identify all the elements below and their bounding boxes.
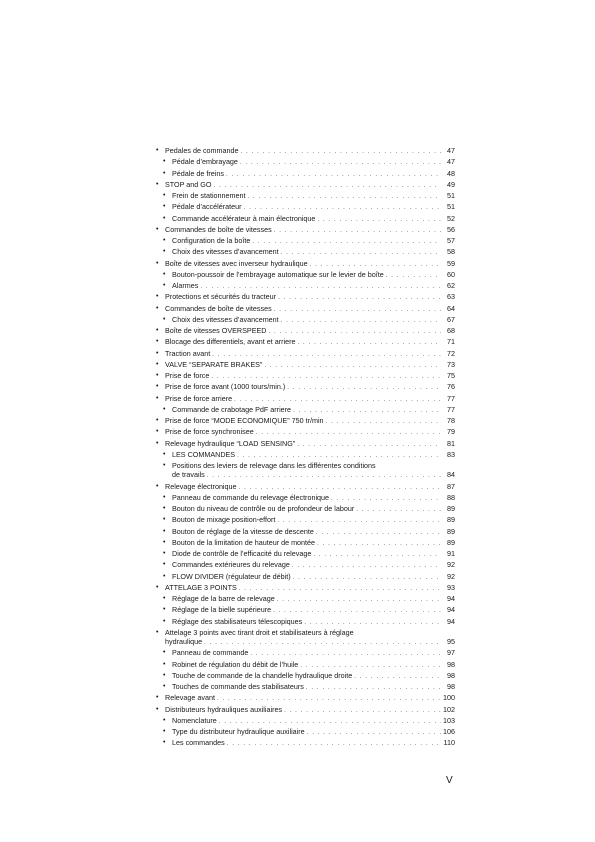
dot-leader xyxy=(204,639,441,648)
toc-entry[interactable] xyxy=(155,371,455,382)
bullet-icon: • xyxy=(163,192,166,199)
toc-entry-title: Choix des vitesses d’avancement xyxy=(172,314,279,324)
dot-leader xyxy=(386,272,441,281)
bullet-icon: • xyxy=(163,516,166,524)
dot-leader xyxy=(297,441,441,450)
bullet-icon: • xyxy=(156,327,159,334)
dot-leader xyxy=(207,472,441,481)
toc-entry-title: Relevage électronique xyxy=(165,481,237,491)
dot-leader xyxy=(298,339,441,348)
toc-entry-page: 88 xyxy=(447,492,455,502)
toc-entry[interactable] xyxy=(155,693,455,704)
toc-entry-page: 87 xyxy=(447,481,455,491)
toc-entry[interactable] xyxy=(155,337,455,348)
dot-leader xyxy=(213,182,441,191)
bullet-icon: • xyxy=(156,628,159,636)
toc-entry[interactable] xyxy=(155,157,455,168)
toc-entry[interactable] xyxy=(155,705,455,716)
toc-entry[interactable] xyxy=(155,202,455,213)
toc-entry[interactable] xyxy=(155,439,455,450)
dot-leader xyxy=(310,261,441,270)
toc-entry[interactable] xyxy=(155,405,455,416)
dot-leader xyxy=(356,506,441,515)
toc-entry-page: 92 xyxy=(447,560,455,570)
toc-entry[interactable] xyxy=(155,660,455,671)
toc-entry-title: Pédale de freins xyxy=(172,168,224,178)
dot-leader xyxy=(316,529,441,538)
toc-entry-title: Diode de contrôle de l’efficacité du relevage xyxy=(172,549,312,558)
toc-entry[interactable] xyxy=(155,315,455,326)
bullet-icon: • xyxy=(156,225,159,233)
bullet-icon: • xyxy=(156,694,159,702)
toc-entry-title: Panneau de commande du relevage électronique xyxy=(172,492,330,502)
dot-leader xyxy=(274,306,441,315)
toc-entry-page: 106 xyxy=(443,727,455,736)
dot-leader xyxy=(264,362,441,371)
toc-entry-title: ATTELAGE 3 POINTS xyxy=(165,582,237,592)
toc-entry[interactable] xyxy=(155,549,455,560)
toc-entry-title: Robinet de régulation du débit de l’huile xyxy=(172,659,299,669)
dot-leader xyxy=(304,619,441,628)
toc-entry-page: 51 xyxy=(447,191,455,200)
dot-leader xyxy=(240,159,441,168)
bullet-icon: • xyxy=(163,728,166,735)
dot-leader xyxy=(281,249,441,258)
toc-entry[interactable] xyxy=(155,382,455,393)
toc-entry-page: 92 xyxy=(447,571,455,581)
toc-entry-title: Touches de commande des stabilisateurs xyxy=(172,682,304,691)
dot-leader xyxy=(241,148,441,157)
toc-entry[interactable] xyxy=(155,515,455,526)
dot-leader xyxy=(317,540,441,549)
dot-leader xyxy=(217,695,441,704)
bullet-icon: • xyxy=(163,739,166,747)
bullet-icon: • xyxy=(163,538,166,546)
dot-leader xyxy=(252,238,441,247)
toc-entry[interactable] xyxy=(155,504,455,515)
bullet-icon: • xyxy=(163,716,166,724)
dot-leader xyxy=(277,517,441,526)
toc-entry-page: 60 xyxy=(447,269,455,279)
toc-entry[interactable] xyxy=(155,281,455,292)
dot-leader xyxy=(248,193,441,202)
toc-entry[interactable] xyxy=(155,236,455,247)
toc-entry[interactable] xyxy=(155,493,455,504)
dot-leader xyxy=(268,328,441,337)
page-number: V xyxy=(446,775,453,786)
toc-entry[interactable] xyxy=(155,482,455,493)
bullet-icon: • xyxy=(156,259,159,267)
toc-entry[interactable] xyxy=(155,225,455,236)
toc-entry-title: Bouton du niveau de contrôle ou de profondeur de labour xyxy=(172,504,355,513)
toc-entry-page: 52 xyxy=(447,213,455,223)
bullet-icon: • xyxy=(156,482,159,490)
toc-entry-title: LES COMMANDES xyxy=(172,449,236,459)
bullet-icon: • xyxy=(163,595,166,602)
toc-entry-page: 71 xyxy=(447,337,455,347)
toc-entry-title: Panneau de commande xyxy=(172,648,249,658)
bullet-icon: • xyxy=(163,282,166,289)
toc-entry-title: Pedales de commande xyxy=(165,146,239,155)
bullet-icon: • xyxy=(163,649,166,657)
dot-leader xyxy=(244,204,441,213)
toc-entry-title: Bouton-poussoir de l’embrayage automatique sur le levier de boîte xyxy=(172,269,384,279)
dot-leader xyxy=(211,373,441,382)
toc-entry-title: Attelage 3 points avec tirant droit et stabilisateurs à réglage xyxy=(165,627,354,637)
bullet-icon: • xyxy=(163,683,166,690)
toc-entry[interactable] xyxy=(155,617,455,628)
bullet-icon: • xyxy=(163,617,166,625)
toc-entry[interactable] xyxy=(155,427,455,438)
bullet-icon: • xyxy=(163,527,166,535)
toc-entry-page: 77 xyxy=(447,393,455,403)
toc-entry-page: 68 xyxy=(447,326,455,335)
dot-leader xyxy=(256,429,441,438)
toc-entry-title: Prise de force avant (1000 tours/min.) xyxy=(165,382,286,392)
bullet-icon: • xyxy=(163,606,166,614)
toc-entry-title: Bouton de réglage de la vitesse de descente xyxy=(172,526,314,536)
toc-entry-title: Alarmes xyxy=(172,281,199,290)
toc-entry-title-continued: hydraulique xyxy=(165,637,203,646)
toc-entry-title: Protections et sécurités du tracteur xyxy=(165,292,277,302)
dot-leader xyxy=(250,650,441,659)
toc-entry-title: Prise de force “MODE ECONOMIQUE” 750 tr/min xyxy=(165,416,324,425)
bullet-icon: • xyxy=(163,169,166,177)
toc-entry-page: 89 xyxy=(447,504,455,513)
toc-entry[interactable] xyxy=(155,738,455,749)
bullet-icon: • xyxy=(163,214,166,222)
toc-entry-page: 91 xyxy=(447,549,455,558)
toc-entry-title: Configuration de la boîte xyxy=(172,236,251,245)
toc-entry[interactable] xyxy=(155,259,455,270)
toc-entry-title: Blocage des differentiels, avant et arriere xyxy=(165,337,296,347)
bullet-icon: • xyxy=(156,372,159,379)
toc-entry-page: 59 xyxy=(447,258,455,268)
toc-entry-title: Commandes extérieures du relevage xyxy=(172,560,290,570)
dot-leader xyxy=(293,407,441,416)
bullet-icon: • xyxy=(156,147,159,154)
dot-leader xyxy=(237,452,441,461)
toc-entry-page: 83 xyxy=(447,449,455,459)
dot-leader xyxy=(354,673,441,682)
toc-entry-title: FLOW DIVIDER (régulateur de débit) xyxy=(172,571,291,581)
toc-entry-title: STOP and GO xyxy=(165,179,212,189)
toc-entry-page: 58 xyxy=(447,247,455,257)
toc-entry-title: Prise de force arriere xyxy=(165,393,233,403)
bullet-icon: • xyxy=(163,462,166,469)
toc-entry[interactable] xyxy=(155,648,455,659)
toc-entry-page: 63 xyxy=(447,292,455,302)
toc-entry[interactable] xyxy=(155,605,455,616)
toc-entry[interactable] xyxy=(155,572,455,583)
dot-leader xyxy=(226,171,441,180)
bullet-icon: • xyxy=(156,338,159,346)
dot-leader xyxy=(239,484,441,493)
bullet-icon: • xyxy=(156,439,159,447)
toc-entry[interactable] xyxy=(155,326,455,337)
toc-entry[interactable] xyxy=(155,461,455,482)
bullet-icon: • xyxy=(163,550,166,557)
toc-entry-page: 95 xyxy=(447,637,455,646)
toc-entry-title: Commande accélérateur à main électronique xyxy=(172,213,316,223)
toc-entry-page: 103 xyxy=(443,715,455,725)
toc-entry-title: Commande de crabotage PdF arriere xyxy=(172,404,292,414)
toc-entry-page: 89 xyxy=(447,537,455,547)
toc-entry-page: 49 xyxy=(447,179,455,189)
toc-entry-title: Les commandes xyxy=(172,738,225,748)
bullet-icon: • xyxy=(156,293,159,301)
toc-entry-page: 56 xyxy=(447,224,455,234)
bullet-icon: • xyxy=(156,705,159,713)
toc-entry-title: Boîte de vitesses avec inverseur hydraulique xyxy=(165,258,308,268)
toc-entry-page: 100 xyxy=(443,693,455,703)
toc-entry-page: 48 xyxy=(447,168,455,178)
toc-entry-page: 79 xyxy=(447,427,455,437)
dot-leader xyxy=(292,562,441,571)
toc-entry-page: 81 xyxy=(447,438,455,448)
toc-entry[interactable] xyxy=(155,727,455,738)
bullet-icon: • xyxy=(163,270,166,278)
bullet-icon: • xyxy=(163,493,166,501)
toc-entry-page: 102 xyxy=(443,704,455,714)
toc-entry-page: 89 xyxy=(447,515,455,525)
bullet-icon: • xyxy=(156,360,159,368)
toc-entry-title: Relevage hydraulique “LOAD SENSING” xyxy=(165,438,296,448)
dot-leader xyxy=(306,684,441,693)
toc-entry[interactable] xyxy=(155,538,455,549)
toc-entry-page: 67 xyxy=(447,314,455,324)
bullet-icon: • xyxy=(163,660,166,668)
toc-entry[interactable] xyxy=(155,560,455,571)
toc-entry-title: Prise de force synchronisee xyxy=(165,427,254,437)
table-of-contents xyxy=(155,146,455,750)
toc-entry-title: Traction avant xyxy=(165,348,211,358)
toc-entry[interactable] xyxy=(155,191,455,202)
bullet-icon: • xyxy=(156,583,159,591)
dot-leader xyxy=(200,283,441,292)
toc-entry[interactable] xyxy=(155,360,455,371)
toc-entry-page: 98 xyxy=(447,659,455,669)
toc-entry-page: 94 xyxy=(447,594,455,603)
toc-entry[interactable] xyxy=(155,146,455,157)
toc-entry[interactable] xyxy=(155,214,455,225)
bullet-icon: • xyxy=(163,248,166,256)
toc-entry-page: 73 xyxy=(447,359,455,369)
bullet-icon: • xyxy=(163,203,166,211)
dot-leader xyxy=(326,418,441,427)
toc-entry-page: 77 xyxy=(447,404,455,414)
bullet-icon: • xyxy=(156,383,159,391)
bullet-icon: • xyxy=(163,572,166,580)
toc-entry[interactable] xyxy=(155,349,455,360)
toc-entry-title: Distributeurs hydrauliques auxiliaires xyxy=(165,704,283,714)
toc-entry[interactable] xyxy=(155,583,455,594)
bullet-icon: • xyxy=(163,405,166,413)
dot-leader xyxy=(274,227,441,236)
dot-leader xyxy=(212,351,441,360)
toc-entry-title: Relevage avant xyxy=(165,693,215,703)
toc-entry-page: 93 xyxy=(447,582,455,592)
toc-entry-page: 47 xyxy=(447,157,455,167)
toc-entry-page: 89 xyxy=(447,526,455,536)
dot-leader xyxy=(234,396,441,405)
toc-entry-title: Commandes de boîte de vitesses xyxy=(165,224,272,234)
bullet-icon: • xyxy=(163,315,166,323)
toc-entry[interactable] xyxy=(155,169,455,180)
toc-entry-title: Pédale d’accélérateur xyxy=(172,202,242,212)
dot-leader xyxy=(284,707,441,716)
dot-leader xyxy=(307,729,441,738)
toc-entry-title: Frein de stationnement xyxy=(172,191,246,200)
bullet-icon: • xyxy=(163,450,166,458)
toc-entry-title: Commandes de boîte de vitesses xyxy=(165,303,272,313)
dot-leader xyxy=(287,384,441,393)
toc-entry-page: 57 xyxy=(447,236,455,245)
toc-entry[interactable] xyxy=(155,450,455,461)
toc-entry-page: 76 xyxy=(447,382,455,392)
toc-entry-page: 94 xyxy=(447,605,455,615)
toc-entry-title-continued: de travails xyxy=(172,470,205,480)
dot-leader xyxy=(293,574,441,583)
toc-entry-page: 110 xyxy=(443,738,455,748)
dot-leader xyxy=(239,585,441,594)
bullet-icon: • xyxy=(163,237,166,244)
toc-entry-title: Réglage de la bielle supérieure xyxy=(172,605,272,615)
toc-entry-title: Nomenclature xyxy=(172,715,217,725)
toc-entry-title: Choix des vitesses d’avancement xyxy=(172,247,279,257)
dot-leader xyxy=(277,596,441,605)
toc-entry-page: 78 xyxy=(447,416,455,425)
toc-entry[interactable] xyxy=(155,270,455,281)
dot-leader xyxy=(281,317,441,326)
dot-leader xyxy=(219,718,441,727)
toc-entry-page: 51 xyxy=(447,202,455,212)
toc-entry-page: 72 xyxy=(447,348,455,358)
toc-entry-title: Positions des leviers de relevage dans les différentes conditions xyxy=(172,461,376,470)
dot-leader xyxy=(317,216,441,225)
toc-entry[interactable] xyxy=(155,304,455,315)
dot-leader xyxy=(273,607,441,616)
toc-entry[interactable] xyxy=(155,594,455,605)
toc-entry[interactable] xyxy=(155,247,455,258)
dot-leader xyxy=(227,740,441,749)
toc-entry[interactable] xyxy=(155,628,455,649)
bullet-icon: • xyxy=(156,304,159,312)
bullet-icon: • xyxy=(163,671,166,679)
toc-entry-title: Prise de force xyxy=(165,371,210,380)
toc-entry[interactable] xyxy=(155,716,455,727)
bullet-icon: • xyxy=(156,394,159,402)
bullet-icon: • xyxy=(163,561,166,569)
toc-entry-title: Bouton de mixage position-effort xyxy=(172,515,276,525)
toc-entry[interactable] xyxy=(155,682,455,693)
toc-entry-page: 84 xyxy=(447,470,455,480)
toc-entry-page: 98 xyxy=(447,670,455,680)
bullet-icon: • xyxy=(163,505,166,512)
toc-entry-page: 97 xyxy=(447,648,455,658)
toc-entry-page: 98 xyxy=(447,682,455,691)
toc-entry-page: 62 xyxy=(447,281,455,290)
toc-entry[interactable] xyxy=(155,292,455,303)
toc-entry-page: 75 xyxy=(447,371,455,380)
dot-leader xyxy=(278,294,441,303)
toc-entry-page: 47 xyxy=(447,146,455,155)
dot-leader xyxy=(331,495,441,504)
dot-leader xyxy=(313,551,441,560)
bullet-icon: • xyxy=(156,417,159,424)
toc-entry[interactable] xyxy=(155,671,455,682)
bullet-icon: • xyxy=(163,158,166,166)
toc-entry-title: Réglage de la barre de relevage xyxy=(172,594,275,603)
toc-entry[interactable] xyxy=(155,180,455,191)
toc-entry[interactable] xyxy=(155,527,455,538)
toc-entry-title: Pédale d’embrayage xyxy=(172,157,238,167)
toc-entry[interactable] xyxy=(155,394,455,405)
toc-entry[interactable] xyxy=(155,416,455,427)
toc-entry-page: 94 xyxy=(447,616,455,626)
toc-entry-title: Type du distributeur hydraulique auxiliaire xyxy=(172,727,305,736)
toc-entry-title: Réglage des stabilisateurs télescopiques xyxy=(172,616,303,626)
toc-entry-title: Touche de commande de la chandelle hydraulique droite xyxy=(172,670,353,680)
toc-entry-page: 64 xyxy=(447,303,455,313)
bullet-icon: • xyxy=(156,180,159,188)
toc-entry-title: VALVE “SEPARATE BRAKES” xyxy=(165,359,263,369)
toc-entry-title: Boîte de vitesses OVERSPEED xyxy=(165,326,267,335)
bullet-icon: • xyxy=(156,349,159,357)
dot-leader xyxy=(300,662,441,671)
toc-entry-title: Bouton de la limitation de hauteur de montée xyxy=(172,537,316,547)
bullet-icon: • xyxy=(156,428,159,436)
